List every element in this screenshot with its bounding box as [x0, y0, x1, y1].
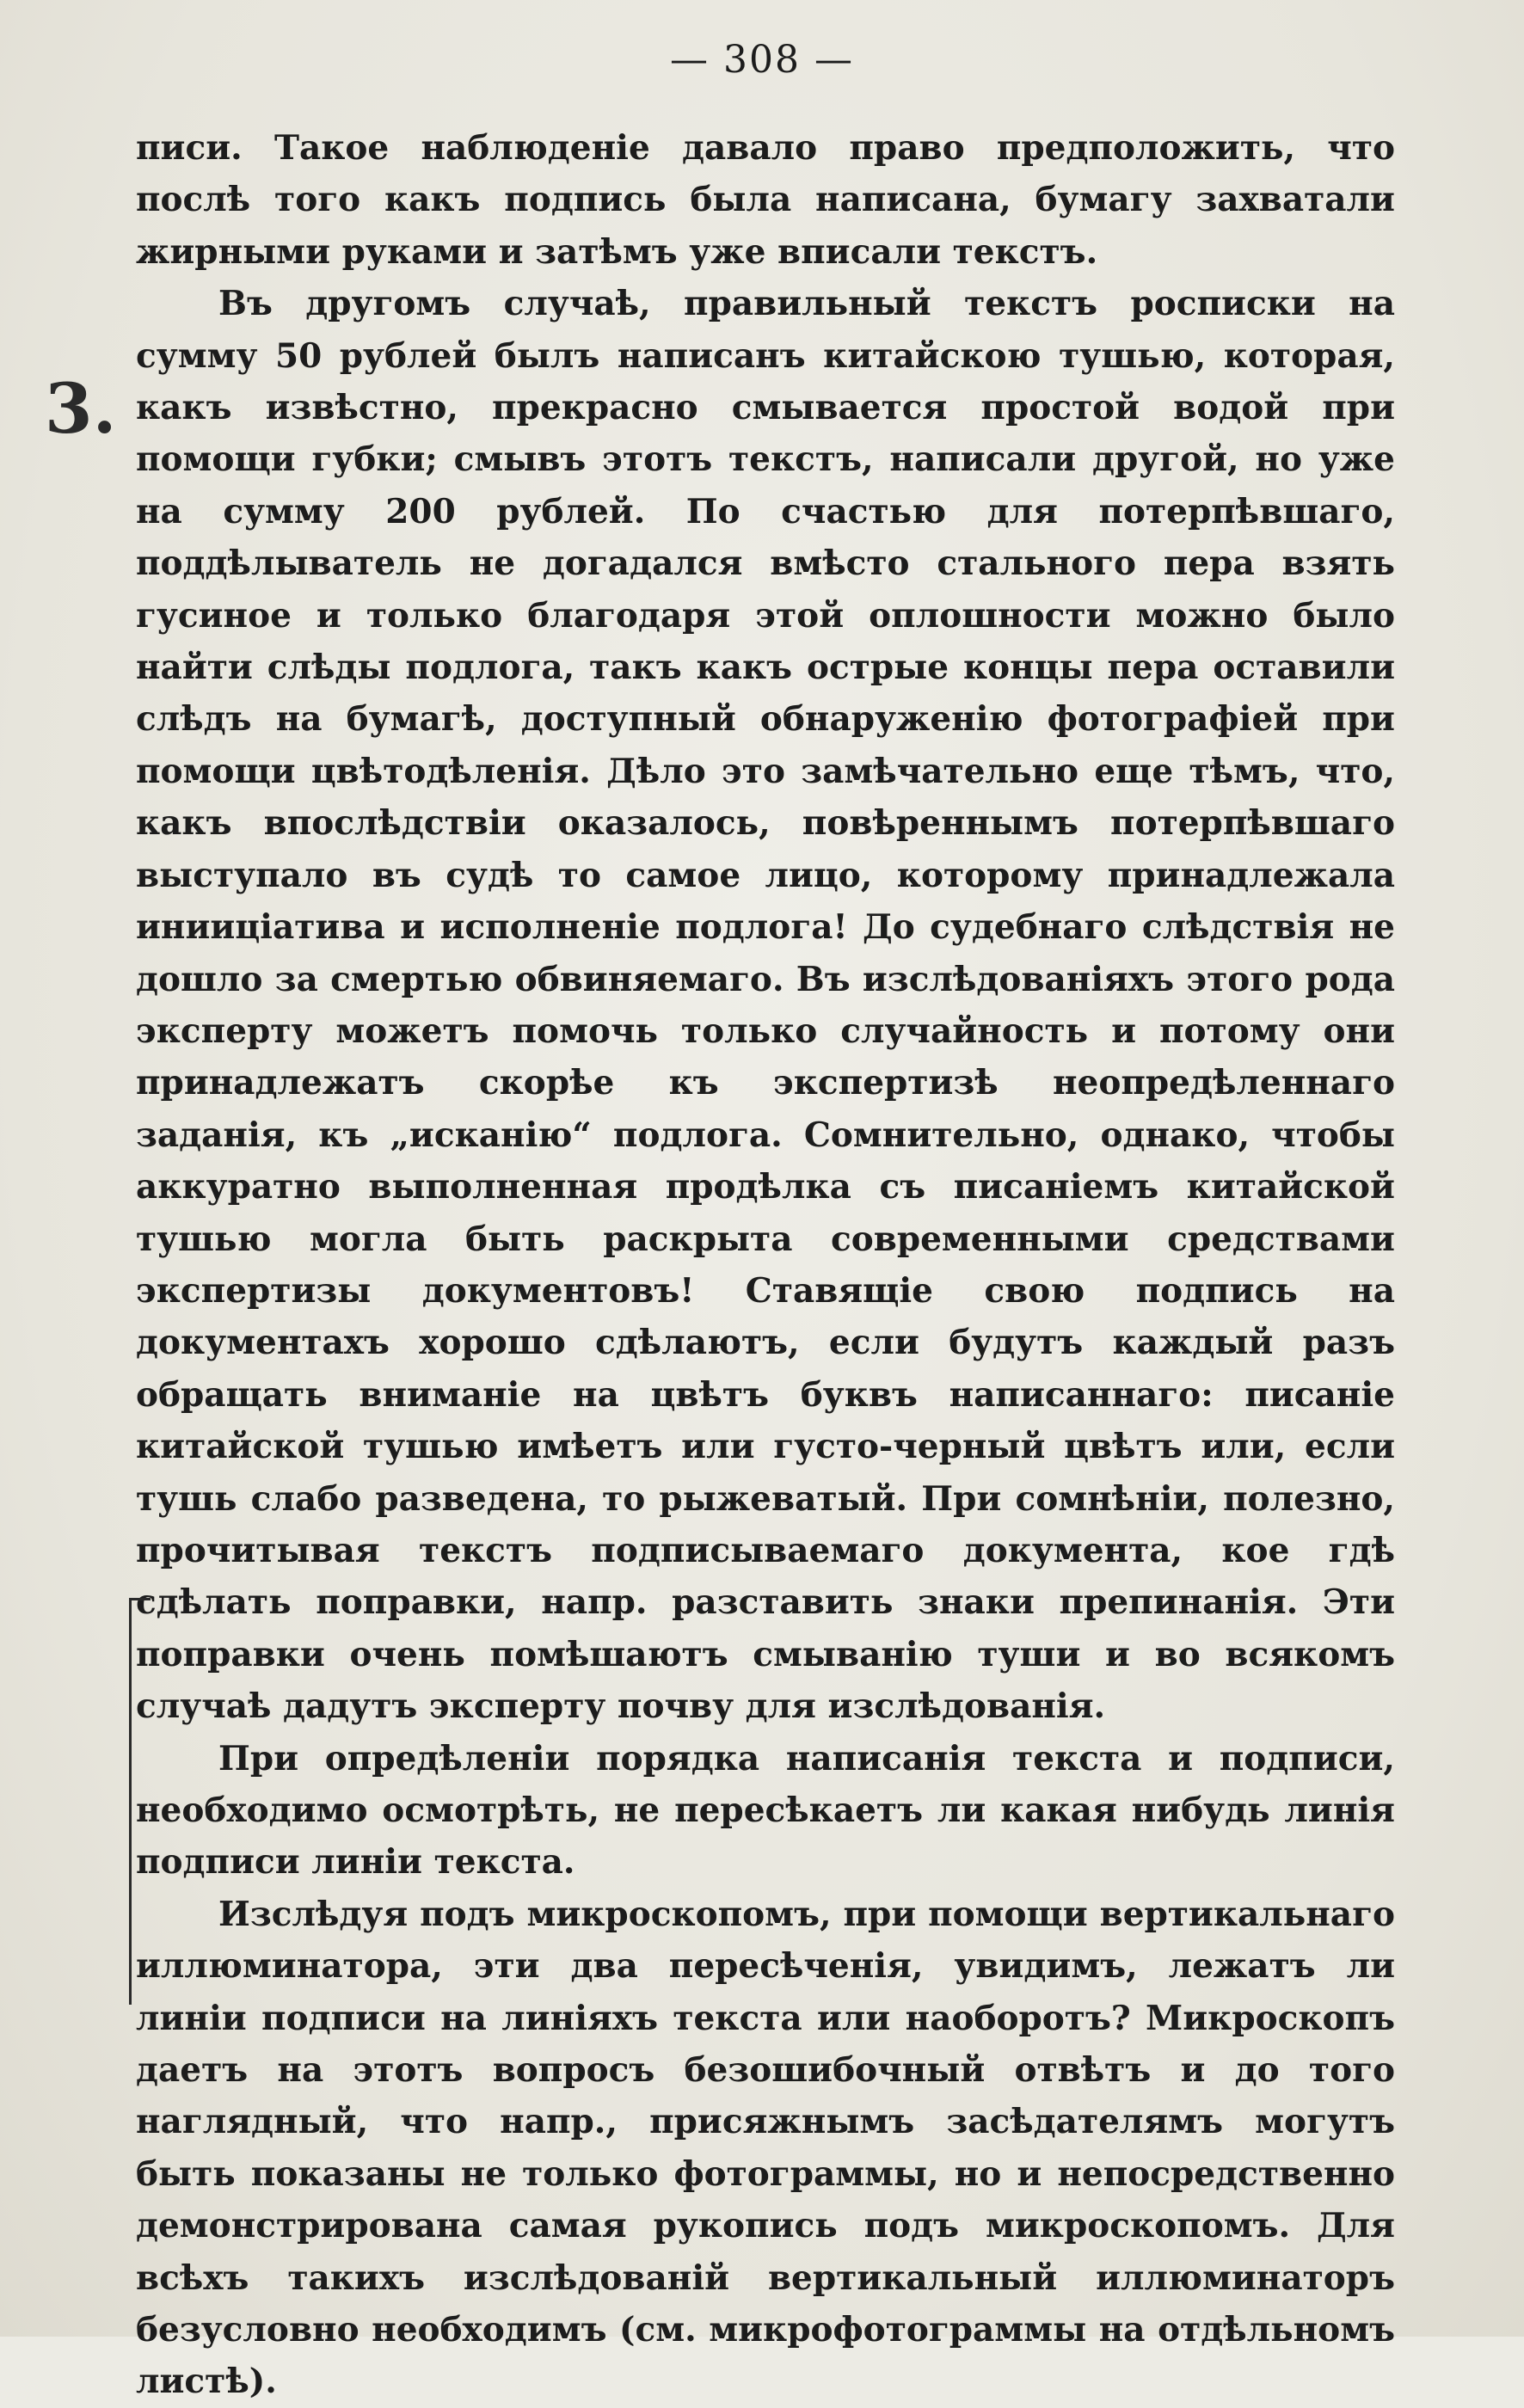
paragraph-1: писи. Такое наблюденіе давало право предположить, что послѣ того какъ подпись была написана, бумагу захватали жирными руками и затѣмъ уже вписали текстъ. — [136, 128, 1395, 272]
margin-mark: 3. — [45, 368, 117, 449]
paragraph-2: Въ другомъ случаѣ, правильный текстъ росписки на сумму 50 рублей былъ написанъ китайскою тушью, которая, какъ извѣстно, прекрасно смывается простой водой при помощи губки; смывъ этотъ текстъ, написали другой, но уже на сумму 200 рублей. По счастью для потерпѣвшаго, поддѣлыватель не догадался вмѣсто стального пера взять гусиное и только благодаря этой оплошности можно было найти слѣды подлога, такъ какъ острые концы пера оставили слѣдъ на бумагѣ, доступный обнаруженію фотографіей при помощи цвѣтодѣленія. Дѣло это замѣчательно еще тѣмъ, что, какъ впослѣдствіи оказалось, повѣреннымъ потерпѣвшаго выступало въ судѣ то самое лицо, которому принадлежала инииціатива и исполненіе подлога! До судебнаго слѣдствія не дошло за смертью обвиняемаго. Въ изслѣдованіяхъ этого рода эксперту можетъ помочь только случайность и потому они принадлежатъ скорѣе къ экспертизѣ неопредѣленнаго заданія, къ „исканію“ подлога. Сомнительно, однако, чтобы аккуратно выполненная продѣлка съ писаніемъ китайской тушью могла быть раскрыта современными средствами экспертизы документовъ! Ставящіе свою подпись на документахъ хорошо сдѣлаютъ, если будутъ каждый разъ обращать вниманіе на цвѣтъ буквъ написаннаго: писаніе китайской тушью имѣетъ или густо-черный цвѣтъ или, если тушь слабо разведена, то рыжеватый. При сомнѣніи, полезно, прочитывая текстъ подписываемаго документа, кое гдѣ сдѣлать поправки, напр. разставить знаки препинанія. Эти поправки очень помѣшаютъ смыванію туши и во всякомъ случаѣ дадутъ эксперту почву для изслѣдованія. — [136, 284, 1395, 1727]
page-number: — 308 — — [670, 38, 854, 82]
body-text — [136, 122, 1395, 2408]
paragraph-4: Изслѣдуя подъ микроскопомъ, при помощи вертикальнаго иллюминатора, эти два пересѣченія, увидимъ, лежатъ ли линіи подписи на линіяхъ текста или наоборотъ? Микроскопъ даетъ на этотъ вопросъ безошибочный отвѣтъ и до того наглядный, что напр., присяжнымъ засѣдателямъ могутъ быть показаны не только фотограммы, но и непосредственно демонстрирована самая рукопись подъ микроскопомъ. Для всѣхъ такихъ изслѣдованій вертикальный иллюминаторъ безусловно необходимъ (см. микрофотограммы на отдѣльномъ листѣ). — [136, 1894, 1395, 2402]
margin-bracket — [129, 1598, 151, 2005]
paragraph-3: При опредѣленіи порядка написанія текста и подписи, необходимо осмотрѣть, не пересѣкаетъ ли какая нибудь линія подписи линіи текста. — [136, 1738, 1395, 1883]
